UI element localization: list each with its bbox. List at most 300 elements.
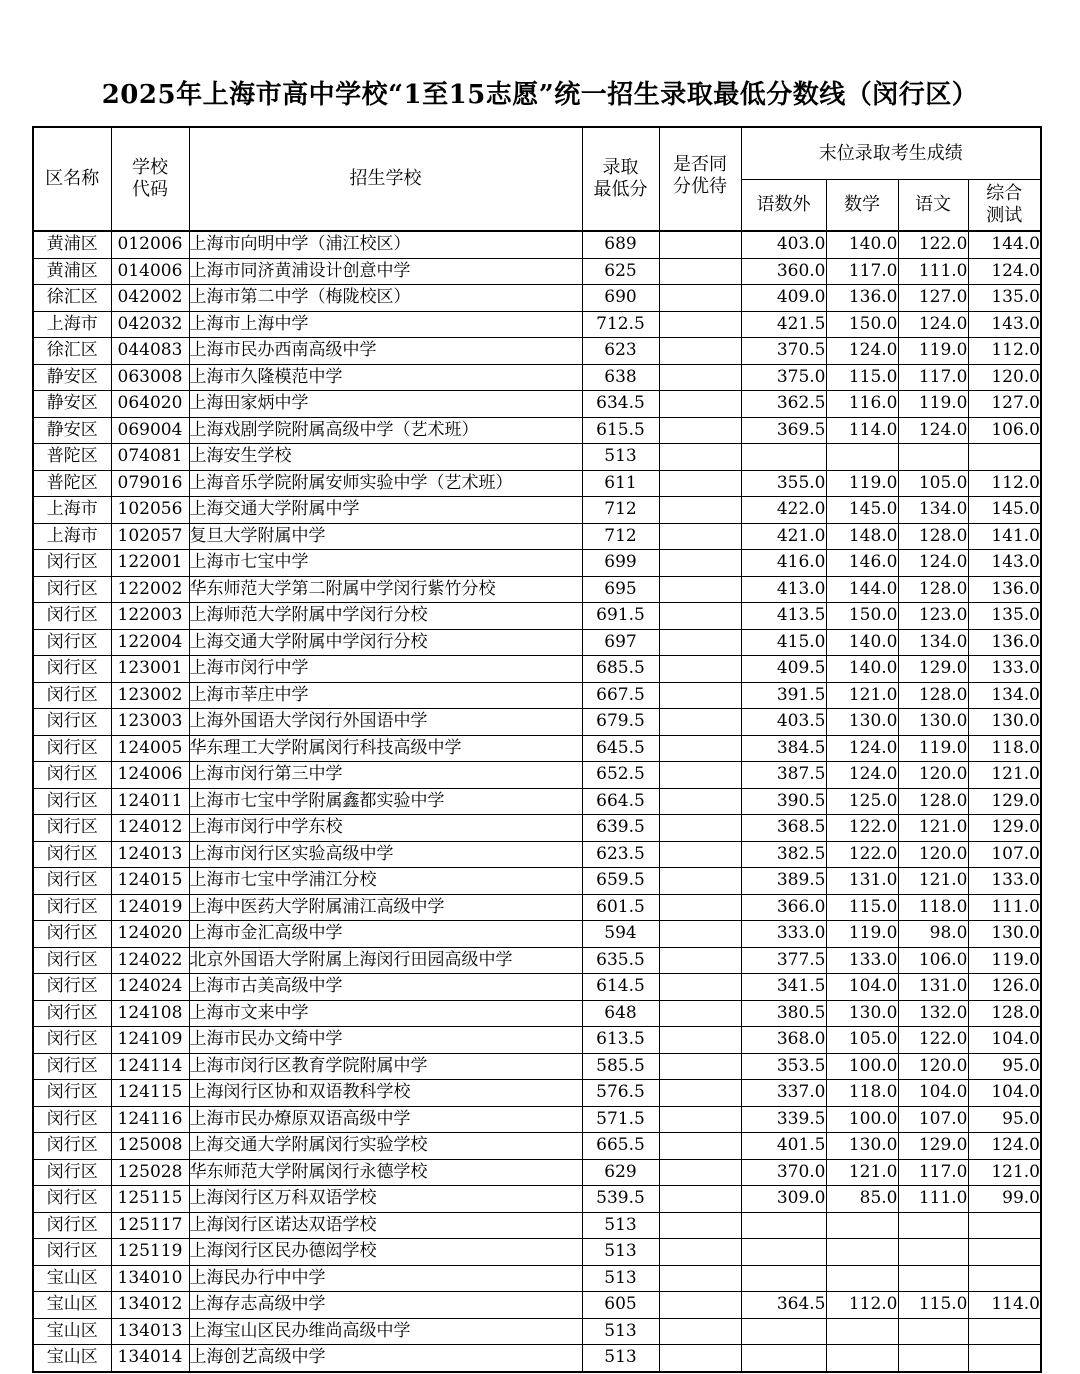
cell-district: 黄浦区 xyxy=(33,258,111,285)
header-last-admitted-group: 末位录取考生成绩 xyxy=(741,127,1041,180)
cell-school-name: 华东师范大学附属闵行永德学校 xyxy=(189,1159,582,1186)
cell-district: 闵行区 xyxy=(33,1186,111,1213)
cell-school-code: 124109 xyxy=(111,1027,189,1054)
cell-yushuwai: 377.5 xyxy=(741,947,826,974)
cell-school-code: 134013 xyxy=(111,1318,189,1345)
cell-yushuwai: 360.0 xyxy=(741,258,826,285)
table-row xyxy=(33,311,1041,338)
cell-yushuwai: 390.5 xyxy=(741,788,826,815)
cell-math xyxy=(826,1239,898,1266)
cell-school-name: 上海外国语大学闵行外国语中学 xyxy=(189,709,582,736)
cell-yushuwai: 422.0 xyxy=(741,497,826,524)
table-row xyxy=(33,1133,1041,1160)
cell-school-code: 124015 xyxy=(111,868,189,895)
cell-district: 闵行区 xyxy=(33,1106,111,1133)
cell-chinese: 123.0 xyxy=(898,603,968,630)
cell-comprehensive xyxy=(968,444,1041,471)
cell-school-name: 上海存志高级中学 xyxy=(189,1292,582,1319)
cell-tie-preference xyxy=(659,231,741,258)
cell-school-code: 124114 xyxy=(111,1053,189,1080)
table-row xyxy=(33,231,1041,258)
cell-yushuwai: 353.5 xyxy=(741,1053,826,1080)
cell-tie-preference xyxy=(659,974,741,1001)
cell-comprehensive: 112.0 xyxy=(968,338,1041,365)
cell-math: 100.0 xyxy=(826,1106,898,1133)
cell-chinese: 129.0 xyxy=(898,656,968,683)
table-row xyxy=(33,1053,1041,1080)
cell-chinese: 124.0 xyxy=(898,311,968,338)
cell-min-score: 601.5 xyxy=(582,894,659,921)
cell-school-code: 069004 xyxy=(111,417,189,444)
cell-tie-preference xyxy=(659,1186,741,1213)
cell-yushuwai xyxy=(741,1212,826,1239)
cell-math xyxy=(826,1212,898,1239)
cell-tie-preference xyxy=(659,762,741,789)
cell-district: 闵行区 xyxy=(33,1159,111,1186)
cell-comprehensive: 118.0 xyxy=(968,735,1041,762)
cell-school-name: 上海市闵行区实验高级中学 xyxy=(189,841,582,868)
cell-tie-preference xyxy=(659,364,741,391)
cell-math xyxy=(826,444,898,471)
cell-school-code: 134010 xyxy=(111,1265,189,1292)
cell-tie-preference xyxy=(659,788,741,815)
cell-min-score: 513 xyxy=(582,1265,659,1292)
cell-comprehensive xyxy=(968,1318,1041,1345)
cell-district: 闵行区 xyxy=(33,576,111,603)
table-row xyxy=(33,364,1041,391)
cell-chinese: 117.0 xyxy=(898,1159,968,1186)
cell-comprehensive xyxy=(968,1345,1041,1372)
cell-yushuwai: 341.5 xyxy=(741,974,826,1001)
cell-yushuwai: 355.0 xyxy=(741,470,826,497)
cell-tie-preference xyxy=(659,550,741,577)
cell-district: 闵行区 xyxy=(33,603,111,630)
cell-tie-preference xyxy=(659,258,741,285)
cell-school-code: 124115 xyxy=(111,1080,189,1107)
cell-district: 闵行区 xyxy=(33,1239,111,1266)
cell-district: 静安区 xyxy=(33,417,111,444)
cell-comprehensive: 128.0 xyxy=(968,1000,1041,1027)
cell-min-score: 652.5 xyxy=(582,762,659,789)
cell-chinese: 121.0 xyxy=(898,815,968,842)
cell-yushuwai: 391.5 xyxy=(741,682,826,709)
cell-min-score: 611 xyxy=(582,470,659,497)
cell-tie-preference xyxy=(659,338,741,365)
cell-math: 117.0 xyxy=(826,258,898,285)
cell-school-name: 上海市上海中学 xyxy=(189,311,582,338)
cell-yushuwai: 368.5 xyxy=(741,815,826,842)
cell-chinese: 119.0 xyxy=(898,735,968,762)
cell-min-score: 685.5 xyxy=(582,656,659,683)
cell-yushuwai xyxy=(741,1265,826,1292)
cell-yushuwai xyxy=(741,444,826,471)
cell-chinese: 120.0 xyxy=(898,841,968,868)
cell-tie-preference xyxy=(659,285,741,312)
cell-yushuwai: 362.5 xyxy=(741,391,826,418)
cell-yushuwai: 309.0 xyxy=(741,1186,826,1213)
table-row xyxy=(33,974,1041,1001)
cell-comprehensive: 136.0 xyxy=(968,629,1041,656)
cell-comprehensive: 129.0 xyxy=(968,815,1041,842)
cell-school-code: 125119 xyxy=(111,1239,189,1266)
cell-school-name: 上海田家炳中学 xyxy=(189,391,582,418)
cell-district: 闵行区 xyxy=(33,1212,111,1239)
cell-comprehensive: 136.0 xyxy=(968,576,1041,603)
cell-school-name: 上海创艺高级中学 xyxy=(189,1345,582,1372)
cell-min-score: 689 xyxy=(582,231,659,258)
cell-chinese xyxy=(898,444,968,471)
cell-tie-preference xyxy=(659,1133,741,1160)
cell-min-score: 594 xyxy=(582,921,659,948)
cell-school-name: 上海市民办燎原双语高级中学 xyxy=(189,1106,582,1133)
table-row xyxy=(33,1212,1041,1239)
cell-yushuwai: 333.0 xyxy=(741,921,826,948)
cell-comprehensive: 120.0 xyxy=(968,364,1041,391)
cell-comprehensive: 135.0 xyxy=(968,285,1041,312)
cell-yushuwai: 403.0 xyxy=(741,231,826,258)
cell-school-code: 122001 xyxy=(111,550,189,577)
cell-tie-preference xyxy=(659,311,741,338)
header-min-score-line1: 录取 xyxy=(602,157,639,178)
table-row xyxy=(33,868,1041,895)
cell-school-code: 125008 xyxy=(111,1133,189,1160)
cell-math: 121.0 xyxy=(826,1159,898,1186)
cell-school-name: 上海闵行区协和双语教科学校 xyxy=(189,1080,582,1107)
table-row xyxy=(33,656,1041,683)
cell-comprehensive xyxy=(968,1212,1041,1239)
cell-math: 114.0 xyxy=(826,417,898,444)
table-row xyxy=(33,550,1041,577)
cell-min-score: 697 xyxy=(582,629,659,656)
cell-school-code: 102056 xyxy=(111,497,189,524)
cell-district: 闵行区 xyxy=(33,974,111,1001)
cell-math: 112.0 xyxy=(826,1292,898,1319)
cell-tie-preference xyxy=(659,603,741,630)
cell-yushuwai: 416.0 xyxy=(741,550,826,577)
cell-school-name: 上海市民办文绮中学 xyxy=(189,1027,582,1054)
cell-math: 150.0 xyxy=(826,311,898,338)
cell-school-code: 124116 xyxy=(111,1106,189,1133)
cell-tie-preference xyxy=(659,1159,741,1186)
cell-math: 122.0 xyxy=(826,815,898,842)
cell-chinese: 129.0 xyxy=(898,1133,968,1160)
cell-school-name: 华东师范大学第二附属中学闵行紫竹分校 xyxy=(189,576,582,603)
cell-district: 闵行区 xyxy=(33,1027,111,1054)
cell-school-code: 134012 xyxy=(111,1292,189,1319)
header-district: 区名称 xyxy=(33,127,111,231)
cell-math: 130.0 xyxy=(826,1133,898,1160)
cell-min-score: 659.5 xyxy=(582,868,659,895)
cell-comprehensive: 104.0 xyxy=(968,1080,1041,1107)
cell-tie-preference xyxy=(659,1053,741,1080)
cell-tie-preference xyxy=(659,1292,741,1319)
cell-chinese: 119.0 xyxy=(898,338,968,365)
cell-min-score: 615.5 xyxy=(582,417,659,444)
cell-chinese: 124.0 xyxy=(898,550,968,577)
cell-math: 115.0 xyxy=(826,894,898,921)
header-chinese: 语文 xyxy=(898,180,968,232)
cell-min-score: 513 xyxy=(582,1239,659,1266)
cell-min-score: 634.5 xyxy=(582,391,659,418)
header-yushuwai: 语数外 xyxy=(741,180,826,232)
cell-school-name: 上海宝山区民办维尚高级中学 xyxy=(189,1318,582,1345)
cell-district: 上海市 xyxy=(33,497,111,524)
cell-district: 静安区 xyxy=(33,364,111,391)
cell-yushuwai: 421.5 xyxy=(741,311,826,338)
cell-math: 104.0 xyxy=(826,974,898,1001)
cell-yushuwai: 413.0 xyxy=(741,576,826,603)
table-row xyxy=(33,1027,1041,1054)
cell-math: 125.0 xyxy=(826,788,898,815)
cell-school-name: 上海市闵行第三中学 xyxy=(189,762,582,789)
cell-math: 133.0 xyxy=(826,947,898,974)
cell-yushuwai xyxy=(741,1318,826,1345)
cell-school-name: 上海市第二中学（梅陇校区） xyxy=(189,285,582,312)
header-school-code-line1: 学校 xyxy=(132,157,168,178)
table-row xyxy=(33,1159,1041,1186)
cell-yushuwai: 366.0 xyxy=(741,894,826,921)
cell-math xyxy=(826,1318,898,1345)
cell-math: 124.0 xyxy=(826,338,898,365)
cell-min-score: 648 xyxy=(582,1000,659,1027)
cell-school-name: 上海闵行区诺达双语学校 xyxy=(189,1212,582,1239)
cell-chinese: 111.0 xyxy=(898,258,968,285)
cell-school-name: 上海市七宝中学附属鑫都实验中学 xyxy=(189,788,582,815)
cell-district: 闵行区 xyxy=(33,788,111,815)
cell-school-code: 014006 xyxy=(111,258,189,285)
cell-school-code: 042002 xyxy=(111,285,189,312)
cell-school-name: 上海市闵行中学 xyxy=(189,656,582,683)
cell-comprehensive: 99.0 xyxy=(968,1186,1041,1213)
cell-yushuwai: 401.5 xyxy=(741,1133,826,1160)
cell-district: 宝山区 xyxy=(33,1292,111,1319)
cell-math: 136.0 xyxy=(826,285,898,312)
cell-min-score: 667.5 xyxy=(582,682,659,709)
cell-school-code: 122002 xyxy=(111,576,189,603)
cell-comprehensive: 124.0 xyxy=(968,258,1041,285)
cell-min-score: 638 xyxy=(582,364,659,391)
cell-comprehensive: 144.0 xyxy=(968,231,1041,258)
cell-math: 130.0 xyxy=(826,1000,898,1027)
cell-math: 124.0 xyxy=(826,762,898,789)
cell-min-score: 665.5 xyxy=(582,1133,659,1160)
cell-math: 144.0 xyxy=(826,576,898,603)
table-body xyxy=(33,231,1041,1372)
cell-school-name: 上海中医药大学附属浦江高级中学 xyxy=(189,894,582,921)
table-row xyxy=(33,1292,1041,1319)
cell-tie-preference xyxy=(659,656,741,683)
cell-school-code: 124024 xyxy=(111,974,189,1001)
cell-tie-preference xyxy=(659,629,741,656)
cell-comprehensive xyxy=(968,1265,1041,1292)
cell-tie-preference xyxy=(659,947,741,974)
cell-school-name: 上海戏剧学院附属高级中学（艺术班） xyxy=(189,417,582,444)
cell-district: 闵行区 xyxy=(33,841,111,868)
document-title: 2025年上海市高中学校“1至15志愿”统一招生录取最低分数线（闵行区） xyxy=(101,80,979,110)
cell-district: 闵行区 xyxy=(33,629,111,656)
cell-comprehensive: 143.0 xyxy=(968,550,1041,577)
cell-district: 闵行区 xyxy=(33,1133,111,1160)
cell-yushuwai: 409.5 xyxy=(741,656,826,683)
header-tie-preference xyxy=(659,127,741,231)
cell-min-score: 645.5 xyxy=(582,735,659,762)
cell-school-name: 上海民办行中中学 xyxy=(189,1265,582,1292)
cell-min-score: 712.5 xyxy=(582,311,659,338)
cell-district: 徐汇区 xyxy=(33,338,111,365)
cell-chinese: 121.0 xyxy=(898,868,968,895)
cell-yushuwai: 370.5 xyxy=(741,338,826,365)
cell-district: 闵行区 xyxy=(33,1053,111,1080)
cell-yushuwai: 375.0 xyxy=(741,364,826,391)
cell-comprehensive: 127.0 xyxy=(968,391,1041,418)
cell-yushuwai: 387.5 xyxy=(741,762,826,789)
cell-math: 146.0 xyxy=(826,550,898,577)
table-row xyxy=(33,444,1041,471)
cell-tie-preference xyxy=(659,470,741,497)
cell-tie-preference xyxy=(659,1345,741,1372)
cell-min-score: 635.5 xyxy=(582,947,659,974)
cell-school-code: 074081 xyxy=(111,444,189,471)
cell-school-code: 044083 xyxy=(111,338,189,365)
table-row xyxy=(33,1000,1041,1027)
cell-comprehensive: 135.0 xyxy=(968,603,1041,630)
cell-tie-preference xyxy=(659,417,741,444)
cell-district: 徐汇区 xyxy=(33,285,111,312)
cell-chinese: 127.0 xyxy=(898,285,968,312)
cell-district: 闵行区 xyxy=(33,1000,111,1027)
cell-min-score: 605 xyxy=(582,1292,659,1319)
table-row xyxy=(33,1265,1041,1292)
cell-district: 闵行区 xyxy=(33,868,111,895)
cell-tie-preference xyxy=(659,576,741,603)
cell-min-score: 695 xyxy=(582,576,659,603)
cell-math: 118.0 xyxy=(826,1080,898,1107)
cell-district: 普陀区 xyxy=(33,444,111,471)
cell-chinese: 115.0 xyxy=(898,1292,968,1319)
cell-school-code: 134014 xyxy=(111,1345,189,1372)
cell-tie-preference xyxy=(659,1080,741,1107)
cell-yushuwai: 382.5 xyxy=(741,841,826,868)
cell-tie-preference xyxy=(659,1265,741,1292)
cell-district: 宝山区 xyxy=(33,1318,111,1345)
cell-school-name: 上海市民办西南高级中学 xyxy=(189,338,582,365)
cell-school-code: 012006 xyxy=(111,231,189,258)
cell-math: 122.0 xyxy=(826,841,898,868)
table-row xyxy=(33,762,1041,789)
cell-min-score: 699 xyxy=(582,550,659,577)
cell-school-code: 042032 xyxy=(111,311,189,338)
cell-tie-preference xyxy=(659,841,741,868)
cell-comprehensive: 107.0 xyxy=(968,841,1041,868)
table-row xyxy=(33,1345,1041,1372)
table-row xyxy=(33,470,1041,497)
cell-comprehensive: 130.0 xyxy=(968,709,1041,736)
cell-yushuwai: 409.0 xyxy=(741,285,826,312)
cell-chinese xyxy=(898,1265,968,1292)
table-row xyxy=(33,788,1041,815)
cell-yushuwai: 403.5 xyxy=(741,709,826,736)
cell-comprehensive xyxy=(968,1239,1041,1266)
cell-yushuwai: 339.5 xyxy=(741,1106,826,1133)
cell-tie-preference xyxy=(659,1027,741,1054)
cell-tie-preference xyxy=(659,1106,741,1133)
cell-district: 闵行区 xyxy=(33,550,111,577)
cell-school-code: 063008 xyxy=(111,364,189,391)
table-row xyxy=(33,1106,1041,1133)
cell-yushuwai: 369.5 xyxy=(741,417,826,444)
cell-district: 闵行区 xyxy=(33,1080,111,1107)
cell-school-name: 上海市闵行中学东校 xyxy=(189,815,582,842)
table-row xyxy=(33,1186,1041,1213)
cell-min-score: 513 xyxy=(582,1345,659,1372)
cell-math: 140.0 xyxy=(826,231,898,258)
cell-district: 闵行区 xyxy=(33,815,111,842)
cell-school-code: 122004 xyxy=(111,629,189,656)
cell-math: 85.0 xyxy=(826,1186,898,1213)
table-row xyxy=(33,709,1041,736)
header-math: 数学 xyxy=(826,180,898,232)
cell-comprehensive: 133.0 xyxy=(968,868,1041,895)
cell-district: 宝山区 xyxy=(33,1345,111,1372)
cell-math: 140.0 xyxy=(826,656,898,683)
cell-chinese: 128.0 xyxy=(898,788,968,815)
cell-yushuwai: 364.5 xyxy=(741,1292,826,1319)
cell-district: 闵行区 xyxy=(33,762,111,789)
cell-min-score: 513 xyxy=(582,1318,659,1345)
cell-school-code: 124012 xyxy=(111,815,189,842)
cell-comprehensive: 141.0 xyxy=(968,523,1041,550)
cell-district: 闵行区 xyxy=(33,656,111,683)
cell-math: 140.0 xyxy=(826,629,898,656)
cell-tie-preference xyxy=(659,1000,741,1027)
cell-school-code: 124011 xyxy=(111,788,189,815)
cell-math xyxy=(826,1345,898,1372)
table-row xyxy=(33,629,1041,656)
cell-math: 119.0 xyxy=(826,921,898,948)
cell-tie-preference xyxy=(659,921,741,948)
cell-school-code: 124020 xyxy=(111,921,189,948)
cell-school-code: 124005 xyxy=(111,735,189,762)
cell-chinese: 128.0 xyxy=(898,523,968,550)
table-row xyxy=(33,285,1041,312)
cell-min-score: 712 xyxy=(582,497,659,524)
header-comprehensive xyxy=(968,180,1041,232)
cell-school-name: 上海市闵行区教育学院附属中学 xyxy=(189,1053,582,1080)
cell-comprehensive: 106.0 xyxy=(968,417,1041,444)
cell-min-score: 571.5 xyxy=(582,1106,659,1133)
cell-chinese: 134.0 xyxy=(898,497,968,524)
cell-chinese: 106.0 xyxy=(898,947,968,974)
table-row xyxy=(33,894,1041,921)
cell-yushuwai: 337.0 xyxy=(741,1080,826,1107)
cell-yushuwai xyxy=(741,1345,826,1372)
header-tie-line2: 分优待 xyxy=(673,176,727,197)
cell-math: 121.0 xyxy=(826,682,898,709)
table-row xyxy=(33,338,1041,365)
cell-school-code: 123001 xyxy=(111,656,189,683)
cell-chinese: 120.0 xyxy=(898,1053,968,1080)
cell-school-code: 124013 xyxy=(111,841,189,868)
cell-district: 闵行区 xyxy=(33,947,111,974)
cell-chinese: 98.0 xyxy=(898,921,968,948)
cell-yushuwai: 389.5 xyxy=(741,868,826,895)
cell-school-name: 上海市同济黄浦设计创意中学 xyxy=(189,258,582,285)
cell-school-code: 122003 xyxy=(111,603,189,630)
cell-school-name: 华东理工大学附属闵行科技高级中学 xyxy=(189,735,582,762)
cell-min-score: 691.5 xyxy=(582,603,659,630)
table-row xyxy=(33,258,1041,285)
cell-chinese: 132.0 xyxy=(898,1000,968,1027)
